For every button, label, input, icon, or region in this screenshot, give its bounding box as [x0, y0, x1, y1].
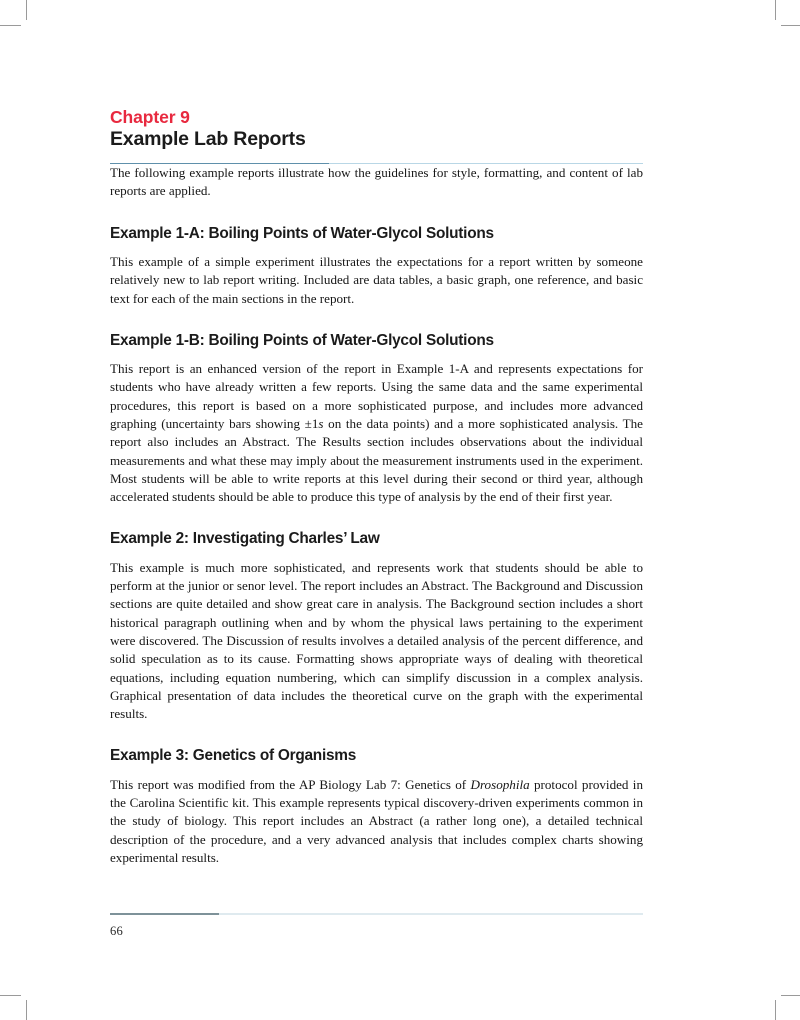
- page-title: Example Lab Reports: [110, 128, 306, 151]
- section-heading-example-3: Example 3: Genetics of Organisms: [110, 747, 357, 765]
- paragraph-italic-term: Drosophila: [470, 776, 530, 792]
- section-heading-example-1b: Example 1-B: Boiling Points of Water-Glycol Solutions: [110, 331, 494, 349]
- footer-divider: [110, 913, 643, 915]
- page-content: [110, 107, 643, 867]
- section-heading-example-2: Example 2: Investigating Charles’ Law: [110, 530, 380, 548]
- title-divider: [110, 163, 643, 165]
- crop-mark-bottom-right-vertical: [775, 1000, 776, 1020]
- paragraph-text-part-1: This report is an enhanced version of the report in Example 1-A and represents expectations for students who have already written a few reports. Using the same data and the same experimental procedures, this report is based on a more sophisticated purpose, and includes more advanced graphing (uncertainty bars showing ±1: [110, 361, 643, 431]
- crop-mark-top-right-horizontal: [781, 25, 800, 26]
- page-number: 66: [110, 923, 123, 938]
- section-paragraph-example-2: This example is much more sophisticated, and represents work that students should be able to perform at the junior or senor level. The report includes an Abstract. The Background and Discussion sections are quite detailed and show great care in analysis. The Background section includes a short historical paragraph outlining when and by whom the physical laws pertaining to the experiment were discovered. The Discussion of results involves a detailed analysis of the percent difference, and solid speculation as to its cause. Formatting shows appropriate ways of dealing with theoretical equations, including equation numbering, which can simplify discussion in a complex analysis. Graphical presentation of data includes the theoretical curve on the graph with the experimental results.: [110, 559, 643, 722]
- paragraph-text-part-1: This report was modified from the AP Biology Lab 7: Genetics of: [110, 776, 471, 792]
- paragraph-text-part-2: on the data points) and a more sophisticated analysis. The report also includes an Abstract. The Results section includes observations about the individual measurements and what these may imply about the measurement instruments used in the experiment. Most students will be able to write reports at this level during their second or third year, although accelerated students should be able to produce this type of analysis by the end of their first year.: [110, 415, 643, 505]
- intro-paragraph: The following example reports illustrate how the guidelines for style, formatting, and content of lab reports are applied.: [110, 165, 643, 199]
- crop-mark-bottom-left-horizontal: [0, 995, 21, 996]
- crop-mark-bottom-right-horizontal: [781, 995, 800, 996]
- section-paragraph-example-3: [110, 776, 643, 867]
- chapter-label: Chapter 9: [110, 107, 190, 127]
- section-paragraph-example-1b: [110, 360, 643, 506]
- crop-mark-top-left-horizontal: [0, 25, 21, 26]
- section-heading-example-1a: Example 1-A: Boiling Points of Water-Glycol Solutions: [110, 224, 494, 242]
- paragraph-text-part-2: protocol provided in the Carolina Scientific kit. This example represents typical discovery-driven experiments common in the study of biology. This report includes an Abstract (a rather long one), a detailed technical description of the procedure, and a very advanced analysis that includes complex charts showing experimental results.: [110, 776, 643, 865]
- crop-mark-bottom-left-vertical: [26, 1000, 27, 1020]
- crop-mark-top-right-vertical: [775, 0, 776, 20]
- crop-mark-top-left-vertical: [26, 0, 27, 20]
- paragraph-italic-term: s: [318, 415, 324, 431]
- page-footer: [110, 913, 643, 939]
- section-paragraph-example-1a: This example of a simple experiment illustrates the expectations for a report written by someone relatively new to lab report writing. Included are data tables, a basic graph, one reference, and basic text for each of the main sections in the report.: [110, 253, 643, 306]
